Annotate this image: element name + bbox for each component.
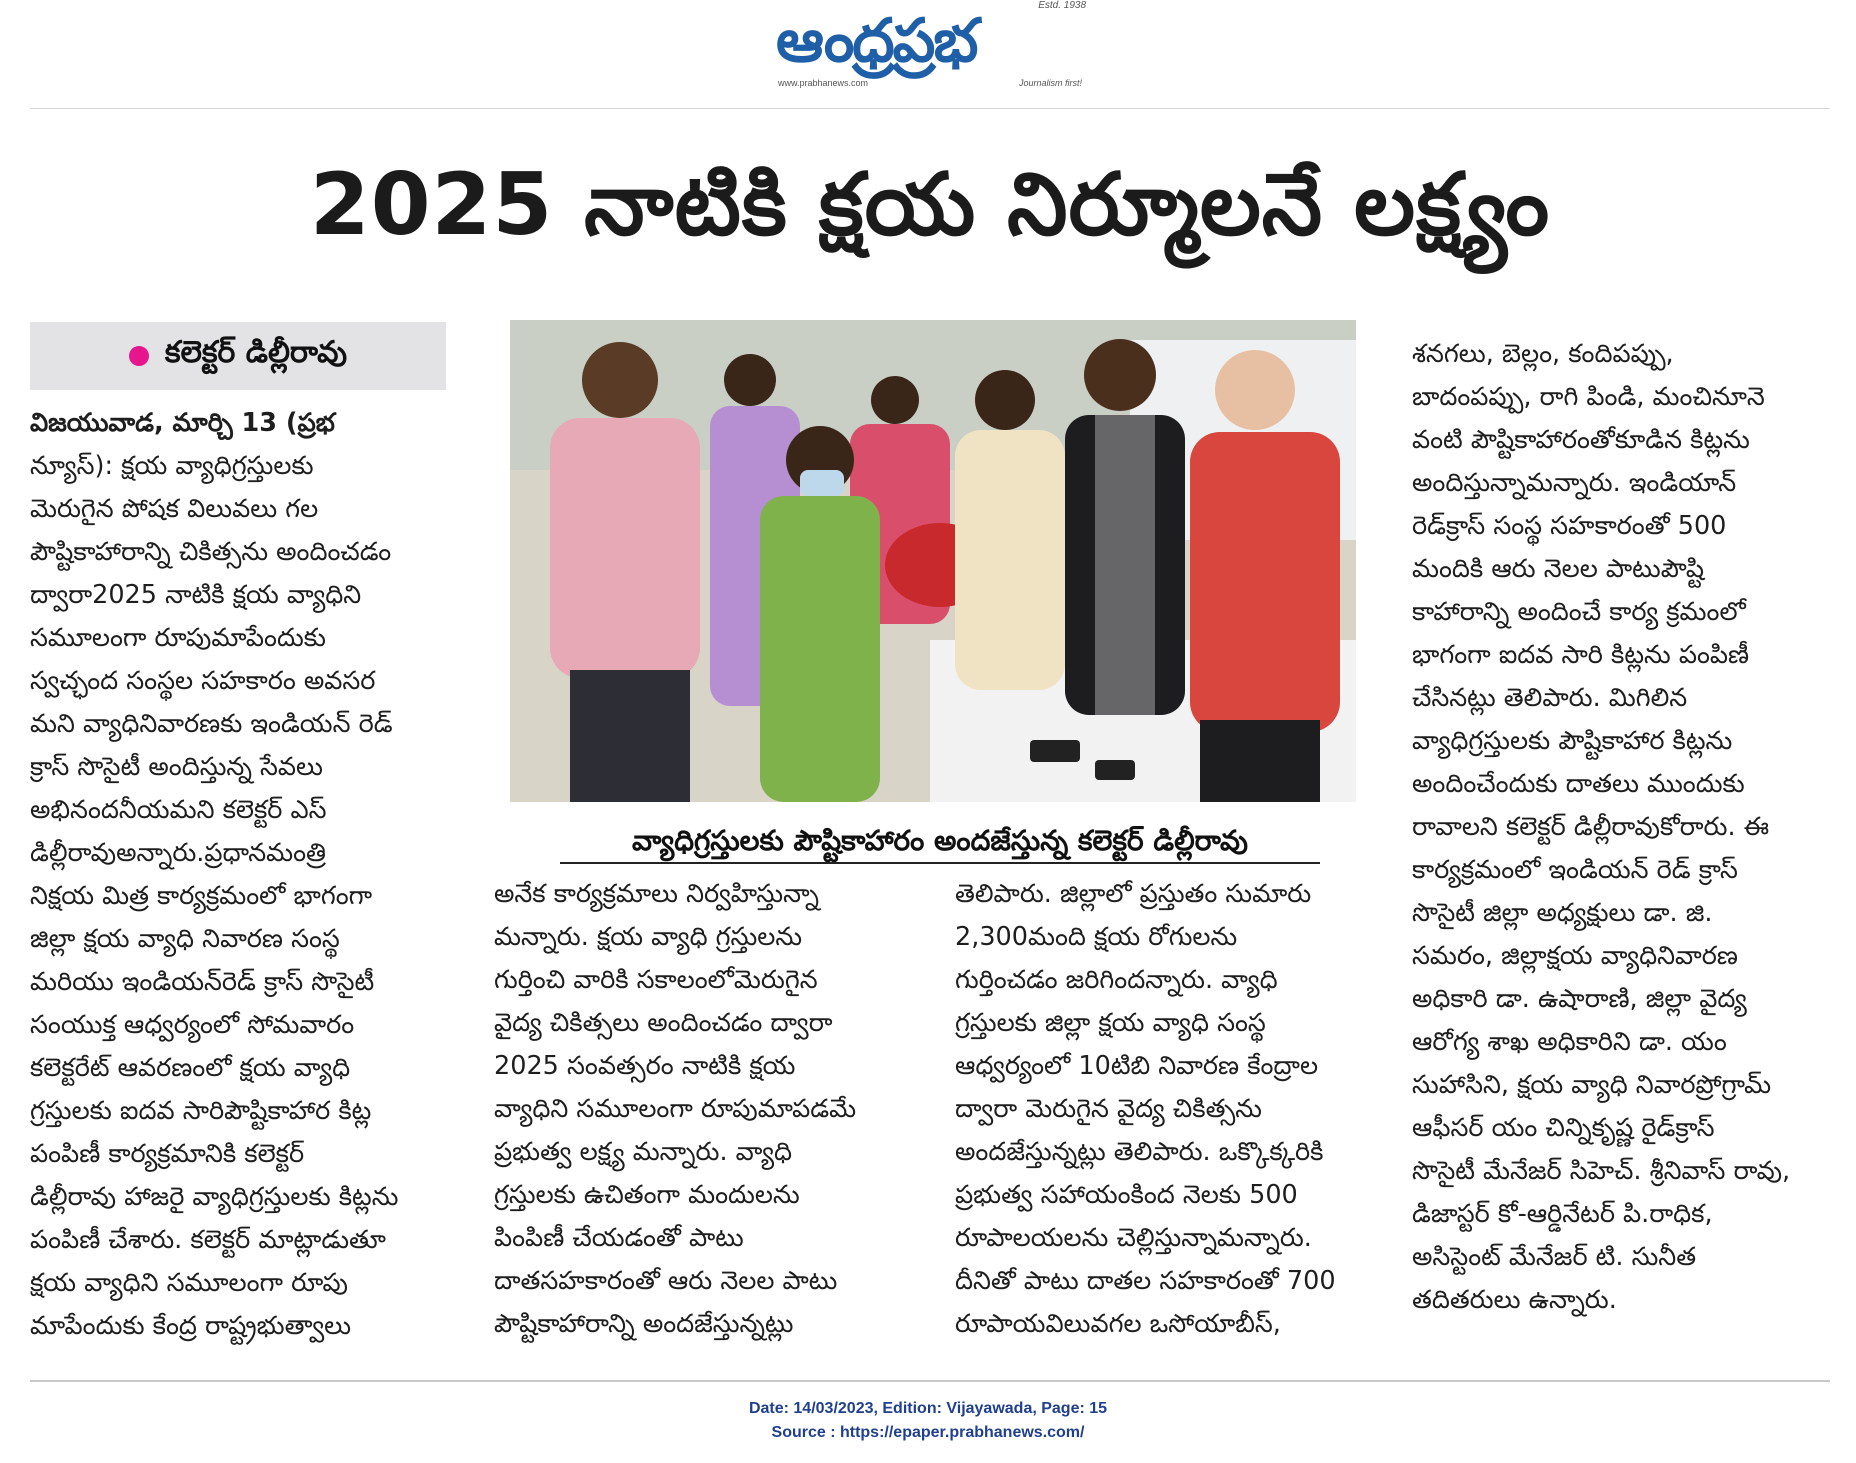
column-line: రెడ్‌క్రాస్ సంస్థ సహకారంతో 500 bbox=[1412, 511, 1727, 541]
column-line: ప్రభుత్వ సహాయంకింద నెలకు 500 bbox=[955, 1180, 1298, 1210]
column-line: పౌష్టికాహారాన్ని అందజేస్తున్నట్లు bbox=[494, 1309, 794, 1339]
column-line: సంయుక్త ఆధ్వర్యంలో సోమవారం bbox=[30, 1010, 355, 1040]
column-line: అందించేందుకు దాతలు ముందుకు bbox=[1412, 769, 1745, 799]
column-line: సొసైటీ మేనేజర్ సిహెచ్. శ్రీనివాస్ రావు, bbox=[1412, 1156, 1791, 1186]
column-line: వ్యాధిగ్రస్తులకు పౌష్టికాహార కిట్లను bbox=[1412, 726, 1733, 756]
column-line: చేసినట్లు తెలిపారు. మిగిలిన bbox=[1412, 683, 1688, 713]
column-line: కార్యక్రమంలో ఇండియన్ రెడ్ క్రాస్ bbox=[1412, 855, 1738, 885]
byline-author: కలెక్టర్ డిల్లీరావు bbox=[164, 335, 348, 370]
column-line: కాహారాన్ని అందించే కార్య క్రమంలో bbox=[1412, 597, 1746, 627]
column-line: దీనితో పాటు దాతల సహకారంతో 700 bbox=[955, 1266, 1336, 1296]
column-line: డిల్లీరావుఅన్నారు.ప్రధానమంత్రి bbox=[30, 838, 327, 868]
column-line: అసిస్టెంట్ మేనేజర్ టి. సునీత bbox=[1412, 1242, 1697, 1272]
column-line: క్రాస్ సొసైటీ అందిస్తున్న సేవలు bbox=[30, 752, 323, 782]
column-line: గ్రస్తులకు ఉచితంగా మందులను bbox=[494, 1180, 800, 1210]
column-line: అధికారి డా. ఉషారాణి, జిల్లా వైద్య bbox=[1412, 984, 1747, 1014]
byline-box bbox=[30, 322, 446, 390]
column-line: కలెక్టరేట్ ఆవరణంలో క్షయ వ్యాధి bbox=[30, 1053, 351, 1083]
column-line: వ్యాధిని సమూలంగా రూపుమాపడమే bbox=[494, 1094, 857, 1124]
column-line: ఆధ్వర్యంలో 10టిబి నివారణ కేంద్రాల bbox=[955, 1051, 1319, 1081]
column-line: విజయువాడ, మార్చి 13 (ప్రభ bbox=[30, 408, 335, 438]
column-line: శనగలు, బెల్లం, కందిపప్పు, bbox=[1412, 339, 1674, 369]
article-column-4 bbox=[1412, 333, 1842, 1322]
column-line: 2,300మంది క్షయ రోగులను bbox=[955, 922, 1238, 952]
column-line: వంటి పౌష్టికాహారంతోకూడిన కిట్లను bbox=[1412, 425, 1750, 455]
masthead-url: www.prabhanews.com bbox=[778, 78, 869, 88]
column-line: రావాలని కలెక్టర్ డిల్లీరావుకోరారు. ఈ bbox=[1412, 812, 1770, 842]
newspaper-logo: ఆంధ్రప్రభ bbox=[776, 6, 977, 76]
column-line: రూపాలయలను చెల్లిస్తున్నామన్నారు. bbox=[955, 1223, 1312, 1253]
column-line: మరియు ఇండియన్‌రెడ్ క్రాస్ సొసైటీ bbox=[30, 967, 375, 997]
column-line: అనేక కార్యక్రమాలు నిర్వహిస్తున్నా bbox=[494, 879, 819, 909]
column-line: మాపేందుకు కేంద్ర రాష్ట్రభుత్వాలు bbox=[30, 1311, 352, 1341]
article-column-1 bbox=[30, 402, 460, 1348]
news-photo bbox=[510, 320, 1356, 802]
column-line: మన్నారు. క్షయ వ్యాధి గ్రస్తులను bbox=[494, 922, 803, 952]
column-line: నిక్షయ మిత్ర కార్యక్రమంలో భాగంగా bbox=[30, 881, 373, 911]
top-divider bbox=[30, 108, 1830, 109]
column-line: పంపిణీ చేశారు. కలెక్టర్ మాట్లాడుతూ bbox=[30, 1225, 386, 1255]
column-line: మందికి ఆరు నెలల పాటుపౌష్టి bbox=[1412, 554, 1705, 584]
column-line: డిజాస్టర్ కో-ఆర్డినేటర్ పి.రాధిక, bbox=[1412, 1199, 1713, 1229]
column-line: తెలిపారు. జిల్లాలో ప్రస్తుతం సుమారు bbox=[955, 879, 1312, 909]
caption-underline bbox=[560, 862, 1320, 864]
bullet-icon bbox=[129, 346, 149, 366]
article-column-3 bbox=[955, 873, 1375, 1346]
column-line: క్షయ వ్యాధిని సమూలంగా రూపు bbox=[30, 1268, 348, 1298]
column-line: అభినందనీయమని కలెక్టర్ ఎస్ bbox=[30, 795, 327, 825]
column-line: తదితరులు ఉన్నారు. bbox=[1412, 1285, 1617, 1315]
column-line: ఆఫీసర్ యం చిన్నికృష్ణ రైడ్‌క్రాస్ bbox=[1412, 1113, 1715, 1143]
column-line: అందజేస్తున్నట్లు తెలిపారు. ఒక్కొక్కరికి bbox=[955, 1137, 1324, 1167]
column-line: బాదంపప్పు, రాగి పిండి, మంచినూనె bbox=[1412, 382, 1765, 412]
article-column-2 bbox=[494, 873, 914, 1346]
column-line: ద్వారా మెరుగైన వైద్య చికిత్సను bbox=[955, 1094, 1262, 1124]
article-headline: 2025 నాటికి క్షయ నిర్మూలనే లక్ష్యం bbox=[309, 155, 1551, 255]
column-line: సమూలంగా రూపుమాపేందుకు bbox=[30, 623, 326, 653]
column-line: గ్రస్తులకు జిల్లా క్షయ వ్యాధి సంస్థ bbox=[955, 1008, 1266, 1038]
source-url: Source : https://epaper.prabhanews.com/ bbox=[771, 1424, 1085, 1441]
column-line: గ్రస్తులకు ఐదవ సారిపౌష్టికాహార కిట్ల bbox=[30, 1096, 372, 1126]
column-line: భాగంగా ఐదవ సారి కిట్లను పంపిణీ bbox=[1412, 640, 1750, 670]
column-line: జిల్లా క్షయ వ్యాధి నివారణ సంస్థ bbox=[30, 924, 340, 954]
column-line: అందిస్తున్నామన్నారు. ఇండియాన్ bbox=[1412, 468, 1737, 498]
column-line: ద్వారా2025 నాటికి క్షయ వ్యాధిని bbox=[30, 580, 362, 610]
column-line: గుర్తించడం జరిగిందన్నారు. వ్యాధి bbox=[955, 965, 1278, 995]
column-line: సుహాసిని, క్షయ వ్యాధి నివారప్రోగ్రామ్ bbox=[1412, 1070, 1772, 1100]
bottom-divider bbox=[30, 1380, 1830, 1382]
established-year: Estd. 1938 bbox=[1038, 0, 1086, 11]
column-line: మని వ్యాధినివారణకు ఇండియన్ రెడ్ bbox=[30, 709, 393, 739]
column-line: సొసైటీ జిల్లా అధ్యక్షులు డా. జి. bbox=[1412, 898, 1713, 928]
column-line: పంపిణీ కార్యక్రమానికి కలెక్టర్ bbox=[30, 1139, 305, 1169]
column-line: సమరం, జిల్లాక్షయ వ్యాధినివారణ bbox=[1412, 941, 1738, 971]
column-line: న్యూస్): క్షయ వ్యాధిగ్రస్తులకు bbox=[30, 451, 314, 481]
photo-caption: వ్యాధిగ్రస్తులకు పౌష్టికాహారం అందజేస్తున్న కలెక్టర్ డిల్లీరావు bbox=[632, 824, 1248, 857]
column-line: గుర్తించి వారికి సకాలంలోమెరుగైన bbox=[494, 965, 818, 995]
column-line: మెరుగైన పోషక విలువలు గల bbox=[30, 494, 319, 524]
edition-info: Date: 14/03/2023, Edition: Vijayawada, Page: 15 bbox=[748, 1400, 1108, 1417]
masthead-tagline: Journalism first! bbox=[1018, 78, 1082, 88]
column-line: ప్రభుత్వ లక్ష్య మన్నారు. వ్యాధి bbox=[494, 1137, 793, 1167]
column-line: రూపాయవిలువగల ఒసోయాబీస్, bbox=[955, 1309, 1281, 1339]
column-line: డిల్లీరావు హాజరై వ్యాధిగ్రస్తులకు కిట్లను bbox=[30, 1182, 399, 1212]
column-line: పింపిణీ చేయడంతో పాటు bbox=[494, 1223, 744, 1253]
column-line: దాతసహకారంతో ఆరు నెలల పాటు bbox=[494, 1266, 838, 1296]
masthead bbox=[770, 0, 1086, 100]
column-line: స్వచ్ఛంద సంస్థల సహకారం అవసర bbox=[30, 666, 376, 696]
column-line: వైద్య చికిత్సలు అందించడం ద్వారా bbox=[494, 1008, 833, 1038]
column-line: ఆరోగ్య శాఖ అధికారిని డా. యం bbox=[1412, 1027, 1727, 1057]
column-line: పౌష్టికాహారాన్ని చికిత్సను అందించడం bbox=[30, 537, 392, 567]
column-line: 2025 సంవత్సరం నాటికి క్షయ bbox=[494, 1051, 796, 1081]
